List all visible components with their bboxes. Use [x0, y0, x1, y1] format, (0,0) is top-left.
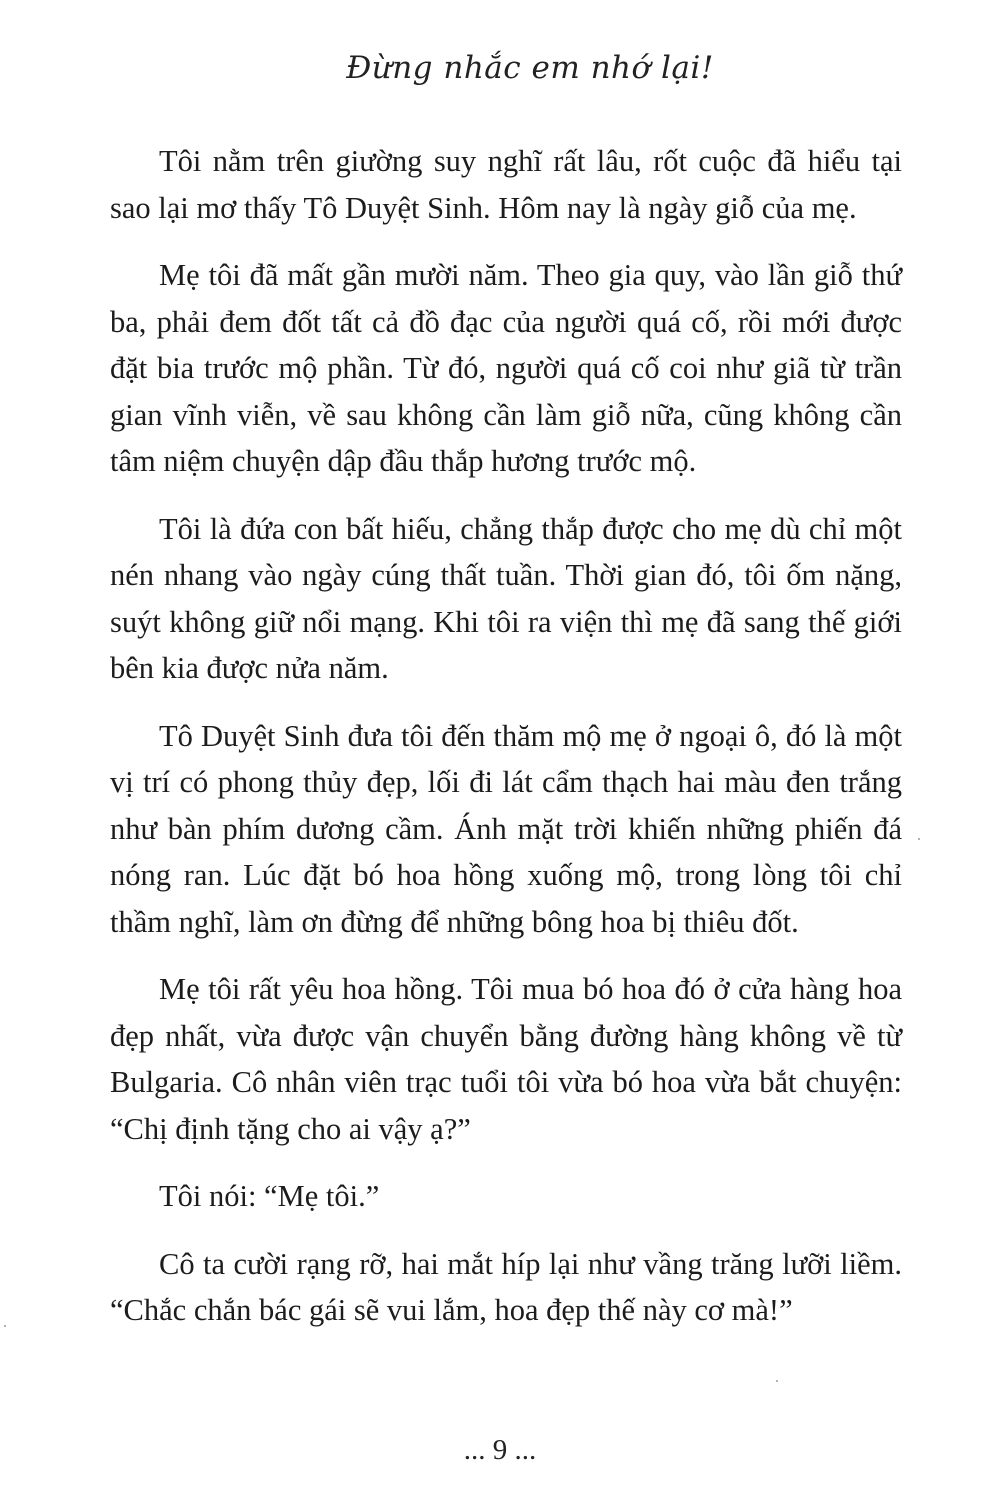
running-header-title: Đừng nhắc em nhớ lại! — [346, 50, 714, 86]
scan-speck — [918, 838, 920, 840]
paragraph-1: Tôi nằm trên giường suy nghĩ rất lâu, rốt cuộc đã hiểu tại sao lại mơ thấy Tô Duyệt Sinh. Hôm nay là ngày giỗ của mẹ. — [110, 144, 902, 225]
paragraph-3: Tôi là đứa con bất hiếu, chẳng thắp được cho mẹ dù chỉ một nén nhang vào ngày cúng thất tuần. Thời gian đó, tôi ốm nặng, suýt không giữ nổi mạng. Khi tôi ra viện thì mẹ đã sang thế giới bên kia được nửa năm. — [110, 511, 902, 685]
scan-speck — [776, 1380, 778, 1382]
page-number: ... 9 ... — [463, 1434, 537, 1466]
paragraph-2: Mẹ tôi đã mất gần mười năm. Theo gia quy, vào lần giỗ thứ ba, phải đem đốt tất cả đồ đạc của người quá cố, rồi mới được đặt bia trước mộ phần. Từ đó, người quá cố coi như giã từ trần gian vĩnh viễn, về sau không cần làm giỗ nữa, cũng không cần tâm niệm chuyện dập đầu thắp hương trước mộ. — [110, 258, 902, 478]
scan-speck — [4, 1325, 6, 1327]
paragraph-7: Cô ta cười rạng rỡ, hai mắt híp lại như vầng trăng lưỡi liềm. “Chắc chắn bác gái sẽ vui lắm, hoa đẹp thế này cơ mà!” — [110, 1246, 902, 1327]
paragraph-6: Tôi nói: “Mẹ tôi.” — [159, 1179, 380, 1213]
paragraph-4: Tô Duyệt Sinh đưa tôi đến thăm mộ mẹ ở ngoại ô, đó là một vị trí có phong thủy đẹp, lối đi lát cẩm thạch hai màu đen trắng như bàn phím dương cầm. Ánh mặt trời khiến những phiến đá nóng ran. Lúc đặt bó hoa hồng xuống mộ, trong lòng tôi chỉ thầm nghĩ, làm ơn đừng để những bông hoa bị thiêu đốt. — [110, 718, 902, 939]
body-text — [110, 138, 902, 1355]
paragraph-5: Mẹ tôi rất yêu hoa hồng. Tôi mua bó hoa đó ở cửa hàng hoa đẹp nhất, vừa được vận chuyển bằng đường hàng không về từ Bulgaria. Cô nhân viên trạc tuổi tôi vừa bó hoa vừa bắt chuyện: “Chị định tặng cho ai vậy ạ?” — [110, 972, 902, 1146]
